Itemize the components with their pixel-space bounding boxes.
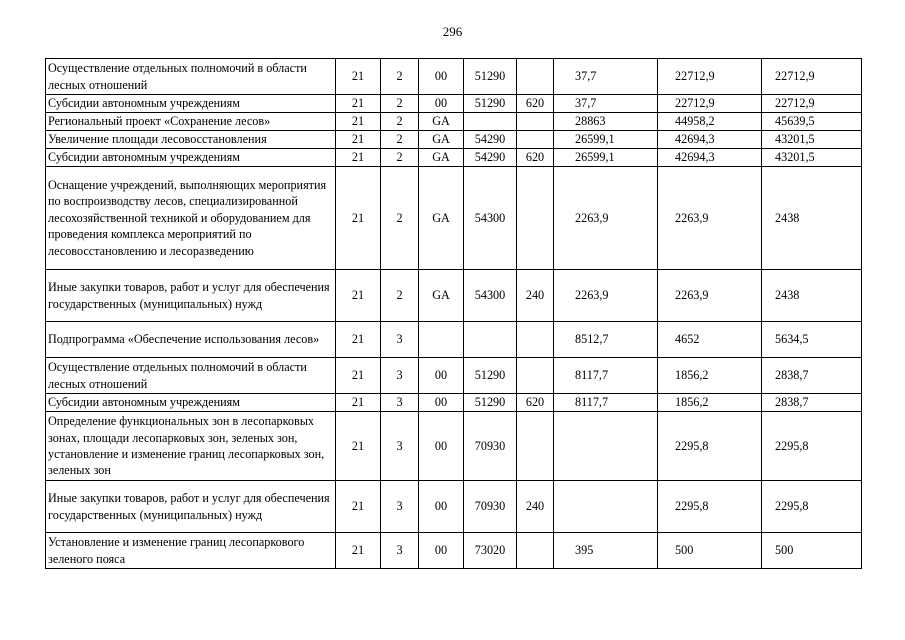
table-body <box>46 59 862 569</box>
cell-subprogram: 3 <box>381 394 419 412</box>
cell-subprogram: 2 <box>381 113 419 131</box>
cell-project: 00 <box>419 358 464 394</box>
cell-ministry: 21 <box>336 270 381 322</box>
cell-value-1: 26599,1 <box>554 131 658 149</box>
cell-value-3: 5634,5 <box>762 322 862 358</box>
cell-subprogram: 3 <box>381 358 419 394</box>
cell-value-3: 2295,8 <box>762 481 862 533</box>
cell-ministry: 21 <box>336 59 381 95</box>
table-row <box>46 95 862 113</box>
budget-table <box>45 58 862 569</box>
cell-code: 51290 <box>464 358 517 394</box>
cell-expense-type <box>517 113 554 131</box>
table-row <box>46 533 862 569</box>
table-row <box>46 131 862 149</box>
table-row <box>46 412 862 481</box>
cell-value-3: 43201,5 <box>762 131 862 149</box>
row-name: Субсидии автономным учреждениям <box>46 394 336 412</box>
cell-value-2: 4652 <box>658 322 762 358</box>
cell-expense-type <box>517 358 554 394</box>
cell-code: 54290 <box>464 131 517 149</box>
cell-expense-type <box>517 167 554 270</box>
cell-value-3: 43201,5 <box>762 149 862 167</box>
cell-value-2: 2263,9 <box>658 270 762 322</box>
cell-value-1: 28863 <box>554 113 658 131</box>
cell-value-1: 395 <box>554 533 658 569</box>
cell-value-1: 26599,1 <box>554 149 658 167</box>
cell-value-3: 22712,9 <box>762 59 862 95</box>
cell-code: 51290 <box>464 59 517 95</box>
cell-expense-type: 620 <box>517 95 554 113</box>
cell-value-2: 22712,9 <box>658 59 762 95</box>
row-name: Установление и изменение границ лесопаркового зеленого пояса <box>46 533 336 569</box>
cell-project: GA <box>419 167 464 270</box>
row-name: Увеличение площади лесовосстановления <box>46 131 336 149</box>
cell-code: 70930 <box>464 481 517 533</box>
cell-expense-type: 620 <box>517 394 554 412</box>
cell-code <box>464 113 517 131</box>
cell-code <box>464 322 517 358</box>
row-name: Иные закупки товаров, работ и услуг для обеспечения государственных (муниципальных) нужд <box>46 481 336 533</box>
table-row <box>46 167 862 270</box>
cell-value-2: 1856,2 <box>658 394 762 412</box>
table-row <box>46 270 862 322</box>
cell-value-3: 45639,5 <box>762 113 862 131</box>
cell-ministry: 21 <box>336 167 381 270</box>
cell-expense-type <box>517 59 554 95</box>
cell-project: GA <box>419 149 464 167</box>
table-row <box>46 481 862 533</box>
table-row <box>46 59 862 95</box>
cell-project: 00 <box>419 481 464 533</box>
cell-value-1: 2263,9 <box>554 167 658 270</box>
cell-code: 54300 <box>464 270 517 322</box>
cell-ministry: 21 <box>336 358 381 394</box>
cell-value-1: 8117,7 <box>554 394 658 412</box>
row-name: Региональный проект «Сохранение лесов» <box>46 113 336 131</box>
cell-value-2: 500 <box>658 533 762 569</box>
cell-expense-type: 240 <box>517 270 554 322</box>
cell-project: 00 <box>419 59 464 95</box>
table-row <box>46 322 862 358</box>
cell-value-3: 2295,8 <box>762 412 862 481</box>
cell-ministry: 21 <box>336 394 381 412</box>
row-name: Субсидии автономным учреждениям <box>46 149 336 167</box>
cell-value-2: 2295,8 <box>658 481 762 533</box>
page-number: 296 <box>442 24 463 39</box>
cell-code: 70930 <box>464 412 517 481</box>
row-name: Осуществление отдельных полномочий в области лесных отношений <box>46 358 336 394</box>
cell-value-2: 1856,2 <box>658 358 762 394</box>
row-name: Определение функциональных зон в лесопарковых зонах, площади лесопарковых зон, зеленых зон, установление и изменение границ лесопарковых зон, зеленых зон <box>46 412 336 481</box>
cell-subprogram: 3 <box>381 481 419 533</box>
cell-value-3: 2438 <box>762 270 862 322</box>
cell-value-3: 22712,9 <box>762 95 862 113</box>
cell-subprogram: 3 <box>381 412 419 481</box>
cell-value-2: 44958,2 <box>658 113 762 131</box>
cell-value-2: 2295,8 <box>658 412 762 481</box>
cell-code: 51290 <box>464 394 517 412</box>
cell-value-2: 2263,9 <box>658 167 762 270</box>
cell-ministry: 21 <box>336 481 381 533</box>
cell-subprogram: 2 <box>381 149 419 167</box>
cell-value-3: 2438 <box>762 167 862 270</box>
cell-subprogram: 2 <box>381 95 419 113</box>
cell-subprogram: 2 <box>381 167 419 270</box>
cell-expense-type: 620 <box>517 149 554 167</box>
cell-project: GA <box>419 270 464 322</box>
cell-value-1 <box>554 481 658 533</box>
cell-value-3: 500 <box>762 533 862 569</box>
cell-code: 51290 <box>464 95 517 113</box>
table-row <box>46 113 862 131</box>
cell-project: 00 <box>419 533 464 569</box>
cell-subprogram: 3 <box>381 533 419 569</box>
cell-value-3: 2838,7 <box>762 358 862 394</box>
cell-ministry: 21 <box>336 149 381 167</box>
row-name: Иные закупки товаров, работ и услуг для обеспечения государственных (муниципальных) нужд <box>46 270 336 322</box>
cell-value-2: 22712,9 <box>658 95 762 113</box>
cell-value-1: 2263,9 <box>554 270 658 322</box>
row-name: Оснащение учреждений, выполняющих мероприятия по воспроизводству лесов, специализированной лесохозяйственной техникой и оборудованием для проведения комплекса мероприятий по лесовосстановлению и лесоразведению <box>46 167 336 270</box>
cell-value-1: 37,7 <box>554 95 658 113</box>
cell-ministry: 21 <box>336 412 381 481</box>
cell-ministry: 21 <box>336 113 381 131</box>
cell-expense-type <box>517 533 554 569</box>
cell-code: 73020 <box>464 533 517 569</box>
cell-value-1: 8512,7 <box>554 322 658 358</box>
cell-expense-type <box>517 131 554 149</box>
cell-code: 54290 <box>464 149 517 167</box>
cell-expense-type <box>517 322 554 358</box>
table-row <box>46 394 862 412</box>
cell-value-3: 2838,7 <box>762 394 862 412</box>
table-row <box>46 358 862 394</box>
cell-expense-type <box>517 412 554 481</box>
row-name: Субсидии автономным учреждениям <box>46 95 336 113</box>
row-name: Подпрограмма «Обеспечение использования лесов» <box>46 322 336 358</box>
cell-project: 00 <box>419 95 464 113</box>
cell-subprogram: 2 <box>381 59 419 95</box>
cell-code: 54300 <box>464 167 517 270</box>
cell-expense-type: 240 <box>517 481 554 533</box>
cell-value-1: 37,7 <box>554 59 658 95</box>
table-row <box>46 149 862 167</box>
cell-ministry: 21 <box>336 533 381 569</box>
cell-ministry: 21 <box>336 95 381 113</box>
cell-project: 00 <box>419 394 464 412</box>
cell-value-2: 42694,3 <box>658 131 762 149</box>
cell-ministry: 21 <box>336 131 381 149</box>
cell-subprogram: 3 <box>381 322 419 358</box>
cell-project: GA <box>419 113 464 131</box>
cell-value-1 <box>554 412 658 481</box>
cell-value-1: 8117,7 <box>554 358 658 394</box>
cell-project <box>419 322 464 358</box>
cell-project: GA <box>419 131 464 149</box>
cell-value-2: 42694,3 <box>658 149 762 167</box>
cell-subprogram: 2 <box>381 270 419 322</box>
cell-subprogram: 2 <box>381 131 419 149</box>
cell-project: 00 <box>419 412 464 481</box>
row-name: Осуществление отдельных полномочий в области лесных отношений <box>46 59 336 95</box>
cell-ministry: 21 <box>336 322 381 358</box>
